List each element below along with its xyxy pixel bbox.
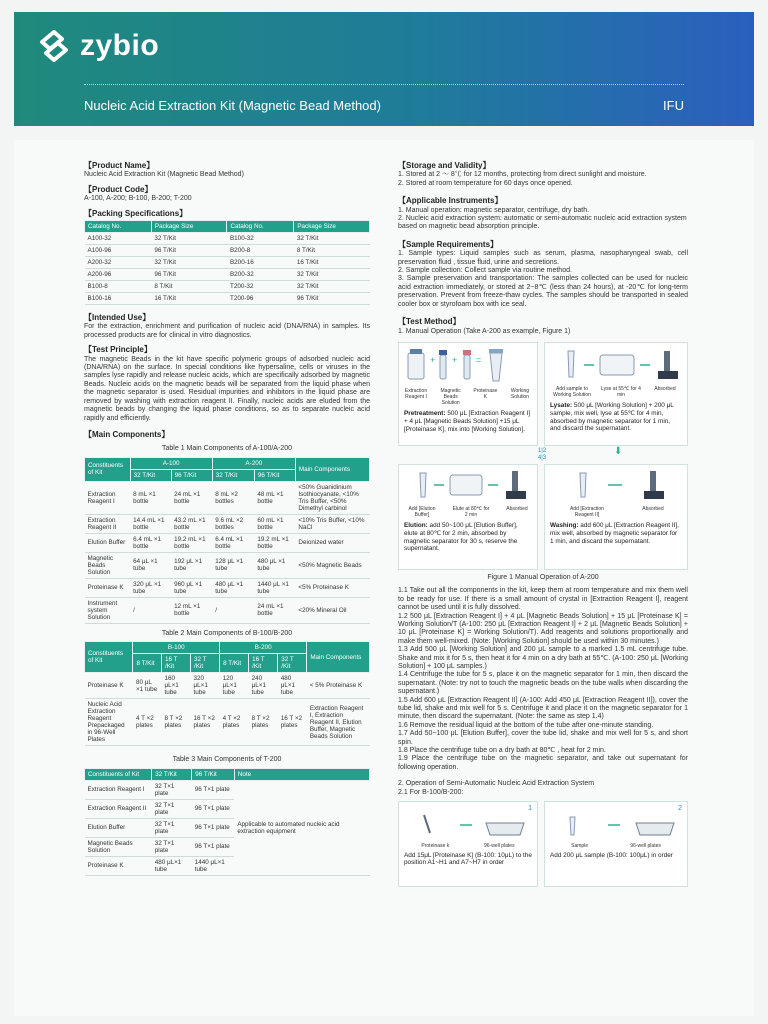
- table-cell: A100-32: [85, 233, 152, 245]
- table-cell: 24 mL ×1 bottle: [171, 481, 212, 514]
- table-cell: 128 μL ×1 tube: [212, 552, 254, 578]
- table-row: [85, 257, 370, 269]
- table-caption: Table 2 Main Components of B-100/B-200: [161, 629, 293, 637]
- figure-label: 96-well plates: [630, 842, 661, 849]
- table-cell: 96 T×1 plate: [192, 818, 235, 837]
- table-cell: 240 μL×1 tube: [249, 673, 278, 699]
- figure-text-body: 500 μL [Extraction Reagent I] + 4 μL [Magnetic Beads Solution] +15 μL [Proteinase K], mix into [Working Solution].: [404, 410, 531, 433]
- table-row: [85, 245, 370, 257]
- table-cell: 96 T/Kit: [294, 293, 370, 305]
- table-row: [85, 699, 370, 746]
- table-cell: 96 T/Kit: [151, 269, 227, 281]
- figure-panel-pretreatment: [398, 342, 538, 446]
- figure-panel-washing: [544, 464, 688, 570]
- section-heading: 【Intended Use】: [84, 313, 151, 323]
- table-header: Constituents of Kit: [85, 642, 133, 673]
- table-cell: T200-96: [227, 293, 294, 305]
- table-header: 96 T/Kit: [171, 469, 212, 481]
- table-header: 32 T/Kit: [152, 768, 192, 780]
- instrument-line: 1. Manual operation: magnetic separator, centrifuge, dry bath.: [398, 206, 590, 214]
- figure-label: 96-well plates: [484, 842, 515, 849]
- table-cell: 96 T/Kit: [151, 245, 227, 257]
- table-header: 32 T /Kit: [278, 654, 307, 673]
- table-header: 32 T/Kit: [212, 469, 254, 481]
- table-cell: Elution Buffer: [85, 533, 131, 552]
- figure-panel-lysate: [544, 342, 688, 446]
- table-row: [85, 281, 370, 293]
- table-cell: 4 T ×2 plates: [133, 699, 162, 746]
- table-cell: /: [212, 597, 254, 623]
- table-cell: B100-16: [85, 293, 152, 305]
- step-text: 1.8 Place the centrifuge tube on a dry bath at 80℃ , heat for 2 min.: [398, 747, 606, 755]
- table-cell: B200-16: [227, 257, 294, 269]
- section-heading: 【Applicable Instruments】: [398, 196, 503, 206]
- table-row: [85, 233, 370, 245]
- figure-label: Absorbed: [654, 386, 676, 393]
- section-heading: 【Test Principle】: [84, 345, 152, 355]
- figure-text-body: add 50~100 μL [Elution Buffer], elute at 80℃ for 2 min, absorbed by magnetic separator for 30 s, reserve the supernatant.: [404, 522, 518, 553]
- table-cell: < 5% Proteinase K: [307, 673, 370, 699]
- table-header: Note: [234, 768, 369, 780]
- figure-label: Sample: [571, 842, 589, 849]
- figure1-bottom-row: [398, 464, 688, 570]
- table-cell: 8 mL ×1 bottle: [130, 481, 171, 514]
- table-cell: B100-32: [227, 233, 294, 245]
- table-header: Package Size: [151, 221, 227, 233]
- product-name-text: Nucleic Acid Extraction Kit (Magnetic Bead Method): [84, 171, 244, 179]
- section-heading: 【Test Method】: [398, 317, 461, 327]
- table-cell: 320 μL ×1 tube: [130, 578, 171, 597]
- table-cell: 6.4 mL ×1 bottle: [130, 533, 171, 552]
- table-cell: 32 T×1 plate: [152, 837, 192, 856]
- table-header: 32 T/Kit: [130, 469, 171, 481]
- arrow-down-icon: ⬇: [614, 445, 623, 457]
- table-cell: <20% Mineral Oil: [295, 597, 369, 623]
- grid-number: 1: [537, 447, 542, 454]
- figure-step-number: 2: [678, 805, 682, 813]
- section-heading: 【Product Code】: [84, 184, 153, 194]
- table-cell: 320 μL×1 tube: [191, 673, 220, 699]
- table-cell: Extraction Reagent I: [85, 780, 152, 799]
- table-cell: 32 T/Kit: [294, 281, 370, 293]
- figure-caption: Figure 1 Manual Operation of A-200: [487, 573, 599, 581]
- storage-line: 1. Stored at 2 ～ 8℃ for 12 months, protecting from direct sunlight and moisture.: [398, 171, 647, 179]
- svg-text:+: +: [430, 354, 436, 365]
- table-cell: Proteinase K: [85, 673, 133, 699]
- table-cell: Extraction Reagent I: [85, 481, 131, 514]
- test-principle-text: The magnetic Beads in the kit have specific polymeric groups of adsorbed nucleic acid (DNA/RNA) on the surface. In special conditions like hypersaline, cells or viruses in the samples lyse rapidly and release nucleic acids, which are specifically adsorbed by magnetic Beads. Nucleic acids on the magnetic beads will be separated from the liquid phase when the magnetic separator is used. Residual impurities and inhibitors in the liquid phase are removed by washing with extraction reagent II. Finally, nucleic acids are eluded from the magnetic beads by changing the liquid phase conditions, so as to separate nucleic acid rapidly and efficiently.: [84, 355, 370, 422]
- table-cell: 1440 μL×1 tube: [192, 856, 235, 875]
- step-grid: 1|2 4|3: [537, 447, 547, 461]
- table-cell: 16 T/Kit: [151, 293, 227, 305]
- table-cell: <50% Magnetic Beads: [295, 552, 369, 578]
- table-row: [85, 552, 370, 578]
- table-row: [85, 533, 370, 552]
- table-cell: 19.2 mL ×1 bottle: [254, 533, 295, 552]
- figure-label: Extraction Reagent I: [404, 388, 428, 401]
- table-header: A-100: [130, 457, 212, 469]
- table-cell: 32 T/Kit: [294, 269, 370, 281]
- figure-text-title: Pretreatment:: [404, 410, 446, 418]
- table-cell: 32 T/Kit: [294, 233, 370, 245]
- table-header: 16 T /Kit: [249, 654, 278, 673]
- step-text: 1.6 Remove the residual liquid at the bottom of the tube after one-minute standing.: [398, 721, 654, 729]
- table-cell: 9.6 mL ×2 bottles: [212, 514, 254, 533]
- left-column: [84, 162, 370, 876]
- table-cell: 96 T×1 plate: [192, 799, 235, 818]
- table-cell: A200-32: [85, 257, 152, 269]
- table-caption: Table 3 Main Components of T-200: [172, 756, 282, 764]
- step-text: 1.7 Add 50~100 μL [Elution Buffer], cover the tube lid, shake and mix well for 5 s, and short spin.: [398, 730, 688, 746]
- kit-title: Nucleic Acid Extraction Kit (Magnetic Bead Method): [84, 98, 381, 113]
- table-cell: A100-96: [85, 245, 152, 257]
- figure-panel-elution: [398, 464, 538, 570]
- figure-text-title: Lysate:: [550, 402, 573, 410]
- figure-panel-sample: [544, 801, 688, 887]
- table-cell: A200-96: [85, 269, 152, 281]
- table-row: [85, 597, 370, 623]
- table-cell: /: [130, 597, 171, 623]
- table-header: 96 T/Kit: [254, 469, 295, 481]
- table-cell: 480 μL ×1 tube: [212, 578, 254, 597]
- table-cell: 19.2 mL ×1 bottle: [171, 533, 212, 552]
- table-header: Catalog No.: [227, 221, 294, 233]
- table-cell: 16 T ×2 plates: [278, 699, 307, 746]
- table-note: Applicable to automated nucleic acid extraction equipment: [234, 780, 369, 875]
- lysis-process-icon: [550, 347, 684, 383]
- step-text: 1.1 Take out all the components in the kit, keep them at room temperature and mix them well to be ready for use. If there is a small amount of crystal in [Extraction Reagent I], reagent cannot be used until it is fully dissolved.: [398, 587, 688, 612]
- figure-step-number: 1: [528, 805, 532, 813]
- table-cell: 6.4 mL ×1 bottle: [212, 533, 254, 552]
- table-cell: 8 T ×2 plates: [249, 699, 278, 746]
- table-cell: 8 T/Kit: [294, 245, 370, 257]
- table-cell: Extraction Reagent II: [85, 514, 131, 533]
- table-header: 16 T /Kit: [161, 654, 190, 673]
- figure-text: [550, 522, 682, 545]
- table-cell: Extraction Reagent II: [85, 799, 152, 818]
- table-cell: 43.2 mL ×1 bottle: [171, 514, 212, 533]
- table-cell: 4 T ×2 plates: [220, 699, 249, 746]
- section-heading: 【Product Name】: [84, 161, 155, 170]
- table-cell: 60 mL ×1 bottle: [254, 514, 295, 533]
- table-cell: 80 μL ×1 tube: [133, 673, 162, 699]
- table-row: [85, 481, 370, 514]
- table-header: 8 T/Kit: [133, 654, 162, 673]
- semi-auto-heading: 2. Operation of Semi-Automatic Nucleic Acid Extraction System: [398, 780, 595, 788]
- instrument-line: 2. Nucleic acid extraction system: automatic or semi-automatic nucleic acid extraction system based on magnetic bead absorption principle.: [398, 215, 687, 231]
- table-cell: B200-8: [227, 245, 294, 257]
- table-row: [85, 293, 370, 305]
- section-heading: 【Main Components】: [84, 429, 170, 439]
- sample-line: 3. Sample preservation and transportation: The samples collected can be used for nucleic acid extraction immediately, or stored at 2~8℃ (less than 24 hours), at -20℃ for long-term preservation. Prevent from freeze-thaw cycles. The samples should be transported in sealed cooler box or styrofoam box with ice seal.: [398, 275, 688, 308]
- grid-number: 2: [542, 447, 547, 454]
- table-cell: T200-32: [227, 281, 294, 293]
- table-header: B-100: [133, 642, 220, 654]
- sample-loading-icon: [550, 813, 684, 839]
- table-cell: B100-8: [85, 281, 152, 293]
- table-cell: 480 μL×1 tube: [278, 673, 307, 699]
- table-cell: 64 μL ×1 tube: [130, 552, 171, 578]
- table-cell: <50% Guanidinium Isothiocyanate, <10% Tris Buffer, <50% Dimethyl carbinol: [295, 481, 369, 514]
- components-table-t: [84, 768, 370, 876]
- semi-auto-subheading: 2.1 For B-100/B-200:: [398, 788, 464, 796]
- table-cell: 14.4 mL ×1 bottle: [130, 514, 171, 533]
- figure-label: Absorbed: [506, 506, 528, 513]
- table-cell: 96 T×1 plate: [192, 780, 235, 799]
- table-header: Constituents of Kit: [85, 768, 152, 780]
- table-header: 96 T/Kit: [192, 768, 235, 780]
- section-heading: 【Packing Specifications】: [84, 208, 188, 218]
- figure-label: Lyse at 55℃ for 4 min: [601, 386, 641, 399]
- figure-label: Add sample to Working Solution: [553, 386, 591, 399]
- figure1-grid: [398, 446, 688, 464]
- figure-text-title: Washing:: [550, 522, 579, 530]
- reagent-mix-icon: [404, 347, 532, 385]
- table-cell: 32 T×1 plate: [152, 799, 192, 818]
- figure-label: Proteinase K: [473, 388, 498, 401]
- table-header: A-200: [212, 457, 295, 469]
- brand-logo: [36, 28, 159, 64]
- table-cell: 160 μL×1 tube: [161, 673, 190, 699]
- table-row: [85, 780, 370, 799]
- table-cell: 960 μL ×1 tube: [171, 578, 212, 597]
- figure-label: Proteinase k: [421, 842, 450, 849]
- table-row: [85, 673, 370, 699]
- elution-process-icon: [404, 469, 532, 503]
- table-cell: Nucleic Acid Extraction Reagent Prepackaged in 96-Well Plates: [85, 699, 133, 746]
- step-text: 1.4 Centrifuge the tube for 5 s, place it on the magnetic separator for 1 min, then discard the supernatant. (Note: try not to touch the magnetic beads on the tube walls when discarding the supernatant.): [398, 671, 688, 696]
- table-row: [85, 514, 370, 533]
- figure-text: Add 15μL [Proteinase K] (B-100: 10μL) to the position A1~H1 and A7~H7 in order: [404, 851, 532, 867]
- table-cell: 8 T/Kit: [151, 281, 227, 293]
- figure-text: [404, 522, 532, 552]
- table-cell: 24 mL ×1 bottle: [254, 597, 295, 623]
- table-cell: 32 T×1 plate: [152, 818, 192, 837]
- table-header: B-200: [220, 642, 307, 654]
- table-cell: <5% Proteinase K: [295, 578, 369, 597]
- table-cell: 8 T ×2 plates: [161, 699, 190, 746]
- table-cell: Instrument system Solution: [85, 597, 131, 623]
- figure-text: [404, 410, 532, 433]
- figure-label: Absorbed: [642, 506, 664, 513]
- table-cell: 120 μL×1 tube: [220, 673, 249, 699]
- brand-name: zybio: [80, 29, 160, 62]
- table-cell: Magnetic Beads Solution: [85, 552, 131, 578]
- table-row: [85, 578, 370, 597]
- table-header: Constituents of Kit: [85, 457, 131, 481]
- svg-text:=: =: [476, 354, 482, 365]
- header-banner: [14, 12, 754, 126]
- right-column: [398, 162, 688, 887]
- table-cell: Magnetic Beads Solution: [85, 837, 152, 856]
- table-cell: 192 μL ×1 tube: [171, 552, 212, 578]
- sample-line: 2. Sample collection: Collect sample via routine method.: [398, 267, 572, 275]
- figure-text: [550, 402, 682, 432]
- grid-number: 3: [542, 454, 547, 461]
- sample-line: 1. Sample types: Liquid samples such as serum, plasma, nasopharyngeal swab, cell preservation fluid , tissue fluid, urine and secretions.: [398, 250, 688, 266]
- section-heading: 【Storage and Validity】: [398, 161, 491, 170]
- table-header: Package Size: [294, 221, 370, 233]
- table-header: Catalog No.: [85, 221, 152, 233]
- table-caption: Table 1 Main Components of A-100/A-200: [162, 445, 292, 453]
- product-code-text: A-100, A-200; B-100, B-200; T-200: [84, 195, 192, 203]
- table-cell: 16 T ×2 plates: [191, 699, 220, 746]
- figure-label: Working Solution: [510, 388, 530, 401]
- table-cell: Deionized water: [295, 533, 369, 552]
- table-header: Main Components: [295, 457, 369, 481]
- table-cell: 1440 μL ×1 tube: [254, 578, 295, 597]
- figure-label: Magnetic Beads Solution: [440, 388, 461, 407]
- step-text: 1.3 Add 500 μL [Working Solution] and 200 μL sample to a marked 1.5 mL centrifuge tube. Shake and mix it for 5 s, then heat it for 4 min on a dry bath at 55℃. (A-100: 250 μL [Working Solution] + 100 μL samples.): [398, 646, 688, 670]
- table-cell: 12 mL ×1 bottle: [171, 597, 212, 623]
- figure-text-body: 500 μL [Working Solution] + 200 μL sample, mix well, lyse at 55℃ for 4 min, absorbed by magnetic separator for 1 min, and discard the supernatant.: [550, 402, 674, 433]
- step-text: 1.2 500 μL [Extraction Reagent I] + 4 μL [Magnetic Beads Solution] + 15 μL [Proteinase K] = Working Solution/T (A-100: 250 μL [Extraction Reagent I] + 2 μL [Magnetic Beads Solution] + 10 μL [Proteinase K] = Working Solution/T). Add reagents and solutions proportionally and make them well-mixed. (Note: [Working Solution] should be used within 30 minutes.): [398, 612, 688, 645]
- table-cell: Extraction Reagent I, Extraction Reagent II, Elution Buffer, Magnetic Beads Solution: [307, 699, 370, 746]
- table-cell: 32 T/Kit: [151, 257, 227, 269]
- ifu-label: IFU: [663, 98, 684, 113]
- section-heading: 【Sample Requirements】: [398, 239, 499, 249]
- components-table-b: [84, 641, 370, 746]
- table-cell: B200-32: [227, 269, 294, 281]
- washing-process-icon: [550, 469, 684, 503]
- table-cell: 480 μL ×1 tube: [254, 552, 295, 578]
- components-table-a: [84, 457, 370, 624]
- figure-label: Add [Extraction Reagent II]: [570, 506, 604, 519]
- table-header: 8 T/Kit: [220, 654, 249, 673]
- figure-label: Add [Elution Buffer]: [408, 506, 436, 519]
- table-cell: 8 mL ×2 bottles: [212, 481, 254, 514]
- table-cell: 16 T/Kit: [294, 257, 370, 269]
- step-text: 1.5 Add 600 μL [Extraction Reagent II] (A-100: Add 450 μL [Extraction Reagent II]), cover the tube lid, shake and mix well for 5 s. Centrifuge it and place it on the magnetic separator for 1 minute, then discard the supernatant. (Note: the same as step 1.4): [398, 696, 688, 721]
- table-cell: 32 T×1 plate: [152, 780, 192, 799]
- table-cell: 480 μL×1 tube: [152, 856, 192, 875]
- storage-line: 2. Stored at room temperature for 60 days once opened.: [398, 179, 573, 187]
- figure-text: Add 200 μL sample (B-100: 100μL) in order: [550, 851, 673, 859]
- packing-table: [84, 220, 370, 305]
- table-cell: Elution Buffer: [85, 818, 152, 837]
- step-text: 1.9 Place the centrifuge tube on the magnetic separator, and take out supernatant for following operation.: [398, 755, 688, 771]
- figure-panel-proteinase: [398, 801, 538, 887]
- figure1-top-row: [398, 342, 688, 446]
- table-row: [85, 269, 370, 281]
- header-divider: [84, 84, 684, 85]
- figure-label: Elute at 80℃ for 2 min: [452, 506, 490, 519]
- figure-text-body: add 600 μL [Extraction Reagent II], mix well, absorbed by magnetic separator for 1 min, and discard the supernatant.: [550, 522, 679, 545]
- intended-use-text: For the extraction, enrichment and purification of nucleic acid (DNA/RNA) in samples. Its processed products are for clinical in vitro diagnostics.: [84, 323, 370, 339]
- plate-loading-icon: [404, 813, 532, 839]
- test-method-line: 1. Manual Operation (Take A-200 as example, Figure 1): [398, 327, 571, 335]
- table-cell: Proteinase K: [85, 578, 131, 597]
- figure2-row: [398, 801, 688, 887]
- figure-text-title: Elution:: [404, 522, 428, 530]
- table-header: 32 T /Kit: [191, 654, 220, 673]
- grid-number: 4: [537, 454, 542, 461]
- svg-text:+: +: [452, 354, 458, 365]
- table-cell: 48 mL ×1 bottle: [254, 481, 295, 514]
- table-cell: 32 T/Kit: [151, 233, 227, 245]
- zybio-logo-icon: [36, 28, 72, 64]
- table-header: Main Components: [307, 642, 370, 673]
- table-cell: 96 T×1 plate: [192, 837, 235, 856]
- table-cell: <10% Tris Buffer, <10% NaCl: [295, 514, 369, 533]
- table-cell: Proteinase K: [85, 856, 152, 875]
